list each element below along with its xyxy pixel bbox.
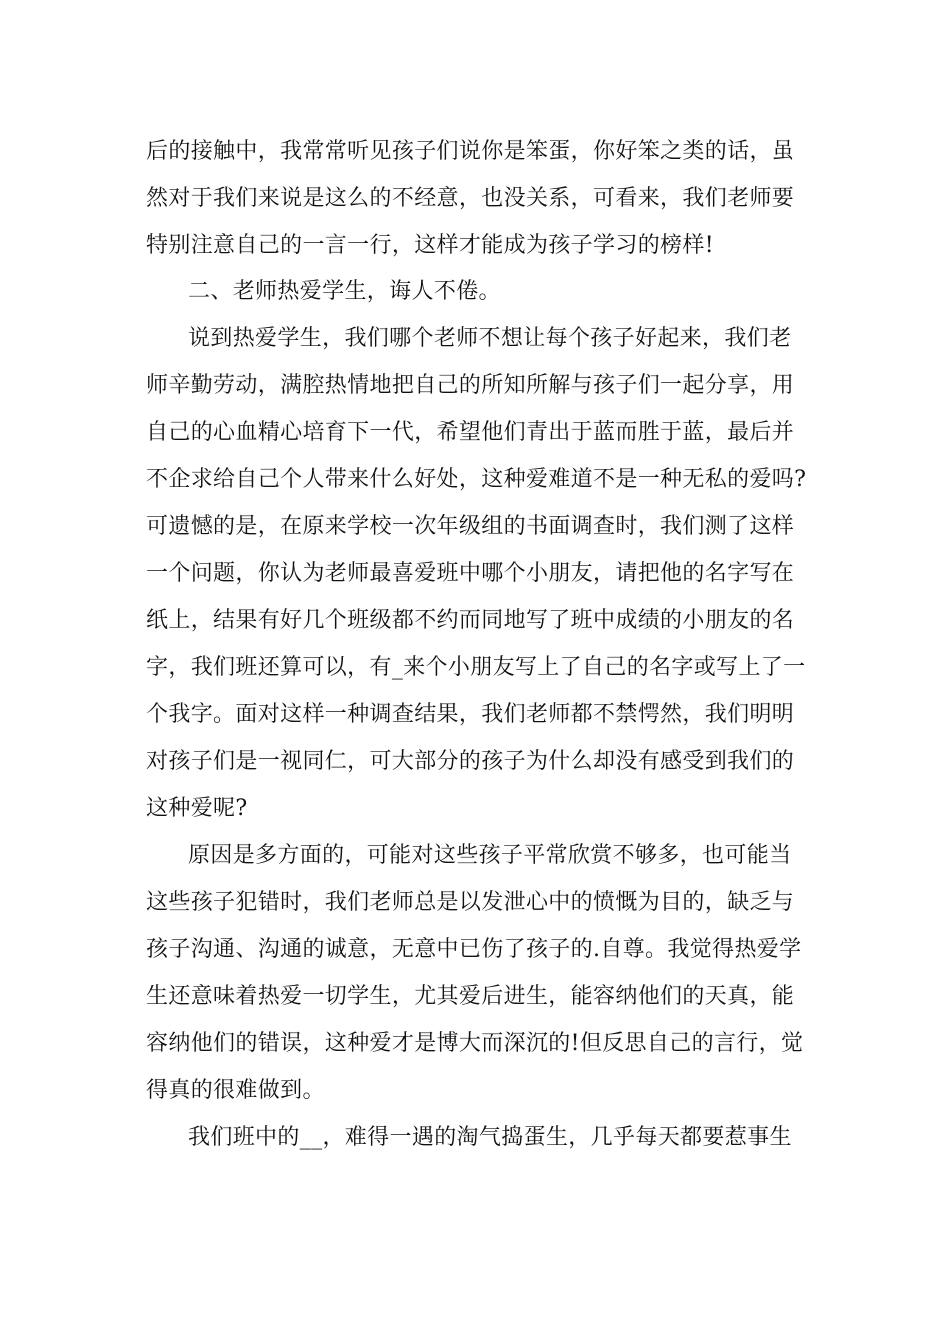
text-line: 原因是多方面的，可能对这些孩子平常欣赏不够多，也可能当 bbox=[188, 843, 792, 868]
text-line: 后的接触中，我常常听见孩子们说你是笨蛋，你好笨之类的话，虽 bbox=[146, 139, 795, 164]
text-line: 得真的很难做到。 bbox=[146, 1078, 325, 1103]
text-line: 我们班中的__，难得一遇的淘气捣蛋生，几乎每天都要惹事生 bbox=[188, 1125, 792, 1150]
text-line: 这种爱呢? bbox=[146, 796, 248, 821]
text-line: 生还意味着热爱一切学生，尤其爱后进生，能容纳他们的天真，能 bbox=[146, 984, 795, 1009]
section-heading: 二、老师热爱学生，诲人不倦。 bbox=[188, 279, 501, 304]
text-line: 容纳他们的错误，这种爱才是博大而深沉的!但反思自己的言行，觉 bbox=[146, 1031, 804, 1056]
text-line: 这些孩子犯错时，我们老师总是以发泄心中的愤慨为目的，缺乏与 bbox=[146, 890, 795, 915]
text-line: 说到热爱学生，我们哪个老师不想让每个孩子好起来，我们老 bbox=[188, 326, 792, 351]
text-line: 对孩子们是一视同仁，可大部分的孩子为什么却没有感受到我们的 bbox=[146, 749, 795, 774]
text-line: 一个问题，你认为老师最喜爱班中哪个小朋友，请把他的名字写在 bbox=[146, 561, 795, 586]
text-line: 师辛勤劳动，满腔热情地把自己的所知所解与孩子们一起分享，用 bbox=[146, 373, 795, 398]
text-line: 自己的心血精心培育下一代，希望他们青出于蓝而胜于蓝，最后并 bbox=[146, 420, 795, 445]
text-line: 不企求给自己个人带来什么好处，这种爱难道不是一种无私的爱吗? bbox=[146, 467, 807, 492]
text-line: 然对于我们来说是这么的不经意，也没关系，可看来，我们老师要 bbox=[146, 186, 795, 211]
text-line: 字，我们班还算可以，有_来个小朋友写上了自己的名字或写上了一 bbox=[146, 655, 806, 680]
text-line: 可遗憾的是，在原来学校一次年级组的书面调查时，我们测了这样 bbox=[146, 514, 795, 539]
text-line: 个我字。面对这样一种调查结果，我们老师都不禁愕然，我们明明 bbox=[146, 702, 795, 727]
text-line: 特别注意自己的一言一行，这样才能成为孩子学习的榜样! bbox=[146, 233, 714, 258]
text-line: 孩子沟通、沟通的诚意，无意中已伤了孩子的.自尊。我觉得热爱学 bbox=[146, 937, 802, 962]
text-line: 纸上，结果有好几个班级都不约而同地写了班中成绩的小朋友的名 bbox=[146, 608, 795, 633]
